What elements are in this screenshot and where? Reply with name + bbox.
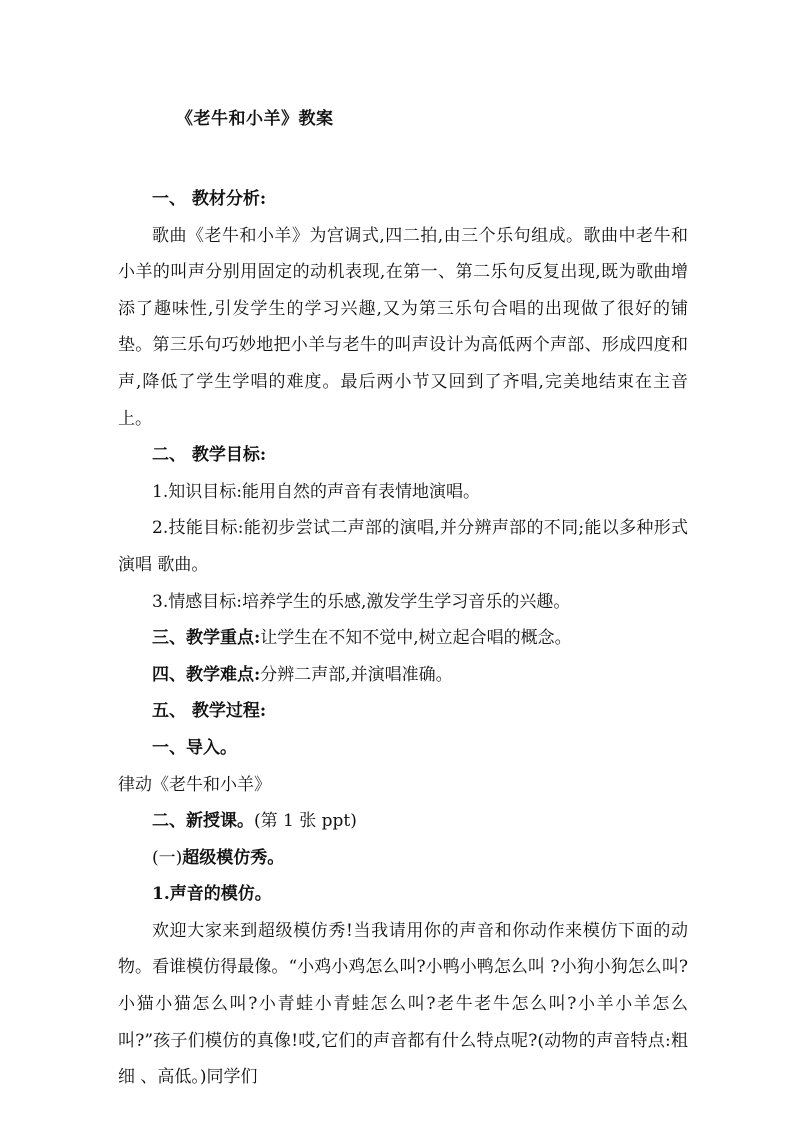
sub-imitation-show — [118, 840, 688, 877]
section-heading-process: 五、 教学过程: — [152, 701, 267, 722]
goal-skill: 2.技能目标:能初步尝试二声部的演唱,并分辨声部的不同;能以多种形式演唱 歌曲。 — [118, 518, 688, 575]
sound-imitation-heading: 1.声音的模仿。 — [152, 884, 272, 905]
key-points-heading: 三、教学重点: — [152, 628, 261, 649]
step-intro-text: 律动《老牛和小羊》 — [118, 774, 271, 795]
key-points-text: 让学生在不知不觉中,树立起合唱的概念。 — [260, 628, 572, 649]
step-new-lesson — [118, 803, 688, 840]
paragraph-analysis: 歌曲《老牛和小羊》为宫调式,四二拍,由三个乐句组成。歌曲中老牛和小羊的叫声分别用固定的动机表现,在第一、第二乐句反复出现,既为歌曲增添了趣味性,引发学生的学习兴趣,又为第三乐句合唱的出现做了很好的铺垫。第三乐句巧妙地把小羊与老牛的叫声设计为高低两个声部、形成四度和声,降低了学生学唱的难度。最后两小节又回到了齐唱,完美地结束在主音上。 — [118, 225, 688, 429]
section-heading-goals: 二、 教学目标: — [152, 445, 267, 466]
goal-emotion: 3.情感目标:培养学生的乐感,激发学生学习音乐的兴趣。 — [152, 591, 571, 612]
document-title: 《老牛和小羊》教案 — [176, 109, 334, 129]
section-heading-analysis: 一、 教材分析: — [152, 189, 267, 209]
goal-knowledge: 1.知识目标:能用自然的声音有表情地演唱。 — [152, 481, 480, 502]
sub-imitation-heading: 超级模仿秀。 — [182, 847, 285, 868]
difficulties-text: 分辨二声部,并演唱准确。 — [260, 664, 453, 685]
section-difficulties — [118, 657, 688, 694]
section-key-points — [118, 620, 688, 657]
document-body — [118, 181, 688, 1096]
new-lesson-heading: 二、新授课。 — [152, 811, 254, 832]
difficulties-heading: 四、教学难点: — [152, 664, 261, 685]
step-intro-heading: 一、导入。 — [152, 737, 237, 758]
new-lesson-note: (第 1 张 ppt) — [254, 811, 357, 832]
sub-imitation-prefix: (一) — [152, 847, 183, 868]
paragraph-imitation: 欢迎大家来到超级模仿秀!当我请用你的声音和你动作来模仿下面的动物。看谁模仿得最像。“小鸡小鸡怎么叫?小鸭小鸭怎么叫 ?小狗小狗怎么叫?小猫小猫怎么叫?小青蛙小青蛙怎么叫?老牛老牛怎么叫?小羊小羊怎么叫?”孩子们模仿的真像!哎,它们的声音都有什么特点呢?(动物的声音特点:粗细 、高低。)同学们 — [118, 920, 688, 1088]
